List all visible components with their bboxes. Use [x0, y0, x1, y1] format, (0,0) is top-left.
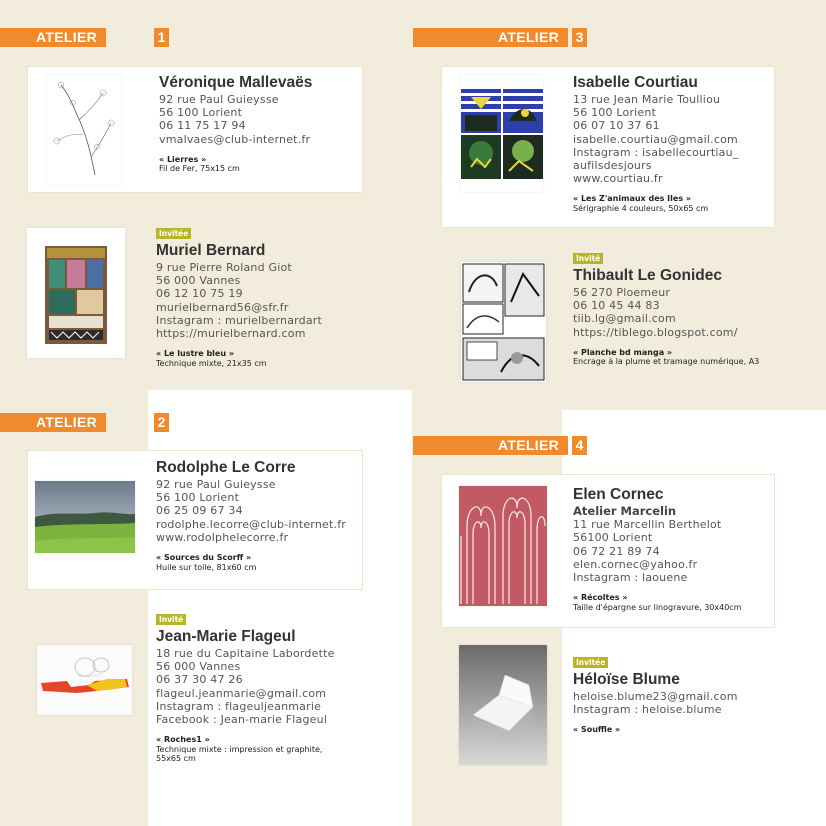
artwork-caption	[156, 553, 346, 572]
atelier-2-label: ATELIER	[0, 413, 106, 432]
artist-info-lecorre	[156, 459, 346, 572]
artwork-sources-du-scorff-image	[35, 481, 135, 553]
postal-line: 56 270 Ploemeur	[573, 286, 671, 299]
instagram-line-cont: aufilsdesjours	[573, 159, 652, 173]
atelier-3-number: 3	[572, 28, 587, 47]
artwork-caption	[573, 725, 738, 735]
invite-badge: Invitée	[156, 228, 191, 239]
address-line: 92 rue Paul Guieysse	[159, 93, 279, 106]
artwork-title: « Planche bd manga »	[573, 347, 673, 357]
artwork-lierres-image	[47, 75, 121, 185]
artwork-caption	[573, 593, 742, 612]
website-link[interactable]: www.courtiau.fr	[573, 172, 663, 186]
address-line: 18 rue du Capitaine Labordette	[156, 647, 335, 660]
artist-name: Jean-Marie Flageul	[156, 628, 296, 645]
artwork-title: « Le lustre bleu »	[156, 349, 234, 359]
postal-line: 56 100 Lorient	[156, 491, 240, 505]
artwork-title: « Sources du Scorff »	[156, 553, 252, 563]
artwork-description: Sérigraphie 4 couleurs, 50x65 cm	[573, 204, 709, 214]
artwork-lustre-bleu-image	[27, 228, 125, 358]
email-link[interactable]: flageul.jeanmarie@gmail.com	[156, 686, 327, 700]
postal-line: 56 000 Vannes	[156, 660, 241, 674]
artwork-description: Technique mixte, 21x35 cm	[156, 358, 267, 368]
artist-info-blume	[573, 655, 738, 735]
atelier-1-label: ATELIER	[0, 28, 106, 47]
email-link[interactable]: vmalvaes@club-internet.fr	[159, 132, 311, 146]
address-line: 9 rue Pierre Roland Giot	[156, 261, 292, 274]
artwork-description-size: 55x65 cm	[156, 754, 196, 764]
email-link[interactable]: heloise.blume23@gmail.com	[573, 690, 738, 703]
artwork-zanimaux-image	[461, 75, 543, 192]
atelier-4-label: ATELIER	[413, 436, 568, 455]
postal-line: 56 100 Lorient	[573, 106, 657, 120]
phone-line: 06 11 75 17 94	[159, 119, 246, 133]
invite-badge: Invitée	[573, 657, 608, 668]
email-link[interactable]: murielbernard56@sfr.fr	[156, 300, 289, 314]
artist-name: Véronique Mallevaës	[159, 74, 313, 91]
postal-line: 56100 Lorient	[573, 531, 653, 545]
artwork-caption	[573, 194, 738, 213]
artwork-recoltes-image	[459, 486, 547, 606]
atelier-4-number: 4	[572, 436, 587, 455]
artwork-description: Taille d'épargne sur linogravure, 30x40cm	[573, 602, 742, 612]
phone-line: 06 10 45 44 83	[573, 299, 660, 313]
artwork-title: « Récoltes »	[573, 593, 628, 603]
artwork-caption	[159, 155, 312, 174]
atelier-3-label: ATELIER	[413, 28, 568, 47]
email-link[interactable]: elen.cornec@yahoo.fr	[573, 557, 698, 571]
artwork-roches1-image	[37, 645, 132, 715]
instagram-line: Instagram : murielbernardart	[156, 313, 323, 327]
atelier-2-number: 2	[154, 413, 169, 432]
artist-info-courtiau	[573, 74, 738, 214]
artist-name: Rodolphe Le Corre	[156, 459, 296, 476]
artist-name: Isabelle Courtiau	[573, 74, 698, 91]
email-link[interactable]: isabelle.courtiau@gmail.com	[573, 132, 738, 146]
phone-line: 06 12 10 75 19	[156, 287, 243, 301]
artwork-souffle-image	[459, 645, 547, 765]
phone-line: 06 25 09 67 34	[156, 504, 243, 518]
phone-line: 06 72 21 89 74	[573, 544, 660, 558]
email-link[interactable]: rodolphe.lecorre@club-internet.fr	[156, 517, 346, 531]
instagram-line: Instagram : flageuljeanmarie	[156, 699, 322, 713]
artwork-caption	[156, 735, 335, 764]
artwork-description: Technique mixte : impression et graphite,	[156, 744, 323, 754]
artist-info-mallevaes	[159, 74, 312, 174]
artist-name: Elen Cornec	[573, 486, 664, 503]
atelier-1-number: 1	[154, 28, 169, 47]
artwork-description: Huile sur toile, 81x60 cm	[156, 562, 257, 572]
postal-line: 56 100 Lorient	[159, 106, 243, 120]
instagram-line: Instagram : heloise.blume	[573, 703, 722, 717]
artist-info-bernard	[156, 226, 322, 368]
artwork-caption	[156, 349, 322, 368]
artist-name: Héloïse Blume	[573, 671, 680, 688]
artist-name: Thibault Le Gonidec	[573, 267, 722, 284]
instagram-line: Instagram : isabellecourtiau_	[573, 145, 739, 159]
artist-info-legonidec	[573, 251, 759, 367]
artist-info-cornec	[573, 486, 742, 612]
artwork-title: « Souffle »	[573, 725, 621, 735]
postal-line: 56 000 Vannes	[156, 274, 241, 288]
address-line: 11 rue Marcellin Berthelot	[573, 518, 722, 532]
facebook-line: Facebook : Jean-marie Flageul	[156, 713, 328, 727]
artwork-caption	[573, 348, 759, 367]
invite-badge: Invité	[573, 253, 603, 264]
artwork-title: « Les Z'animaux des Iles »	[573, 194, 692, 204]
address-line: 13 rue Jean Marie Toulliou	[573, 93, 721, 106]
artwork-title: « Lierres »	[159, 154, 207, 164]
instagram-line: Instagram : laouene	[573, 571, 688, 585]
email-link[interactable]: tiib.lg@gmail.com	[573, 312, 676, 326]
artist-name: Muriel Bernard	[156, 242, 266, 259]
artwork-description: Fil de Fer, 75x15 cm	[159, 164, 240, 174]
website-link[interactable]: https://murielbernard.com	[156, 327, 306, 341]
website-link[interactable]: www.rodolphelecorre.fr	[156, 530, 289, 544]
artwork-title: « Roches1 »	[156, 735, 210, 745]
artist-subtitle: Atelier Marcelin	[573, 504, 677, 518]
artist-info-flageul	[156, 612, 335, 764]
phone-line: 06 37 30 47 26	[156, 673, 243, 687]
website-link[interactable]: https://tiblego.blogspot.com/	[573, 325, 738, 339]
invite-badge: Invité	[156, 614, 186, 625]
artwork-description: Encrage à la plume et tramage numérique, A3	[573, 357, 760, 367]
address-line: 92 rue Paul Guieysse	[156, 478, 276, 491]
phone-line: 06 07 10 37 61	[573, 119, 660, 133]
artwork-planche-bd-image	[461, 262, 546, 382]
